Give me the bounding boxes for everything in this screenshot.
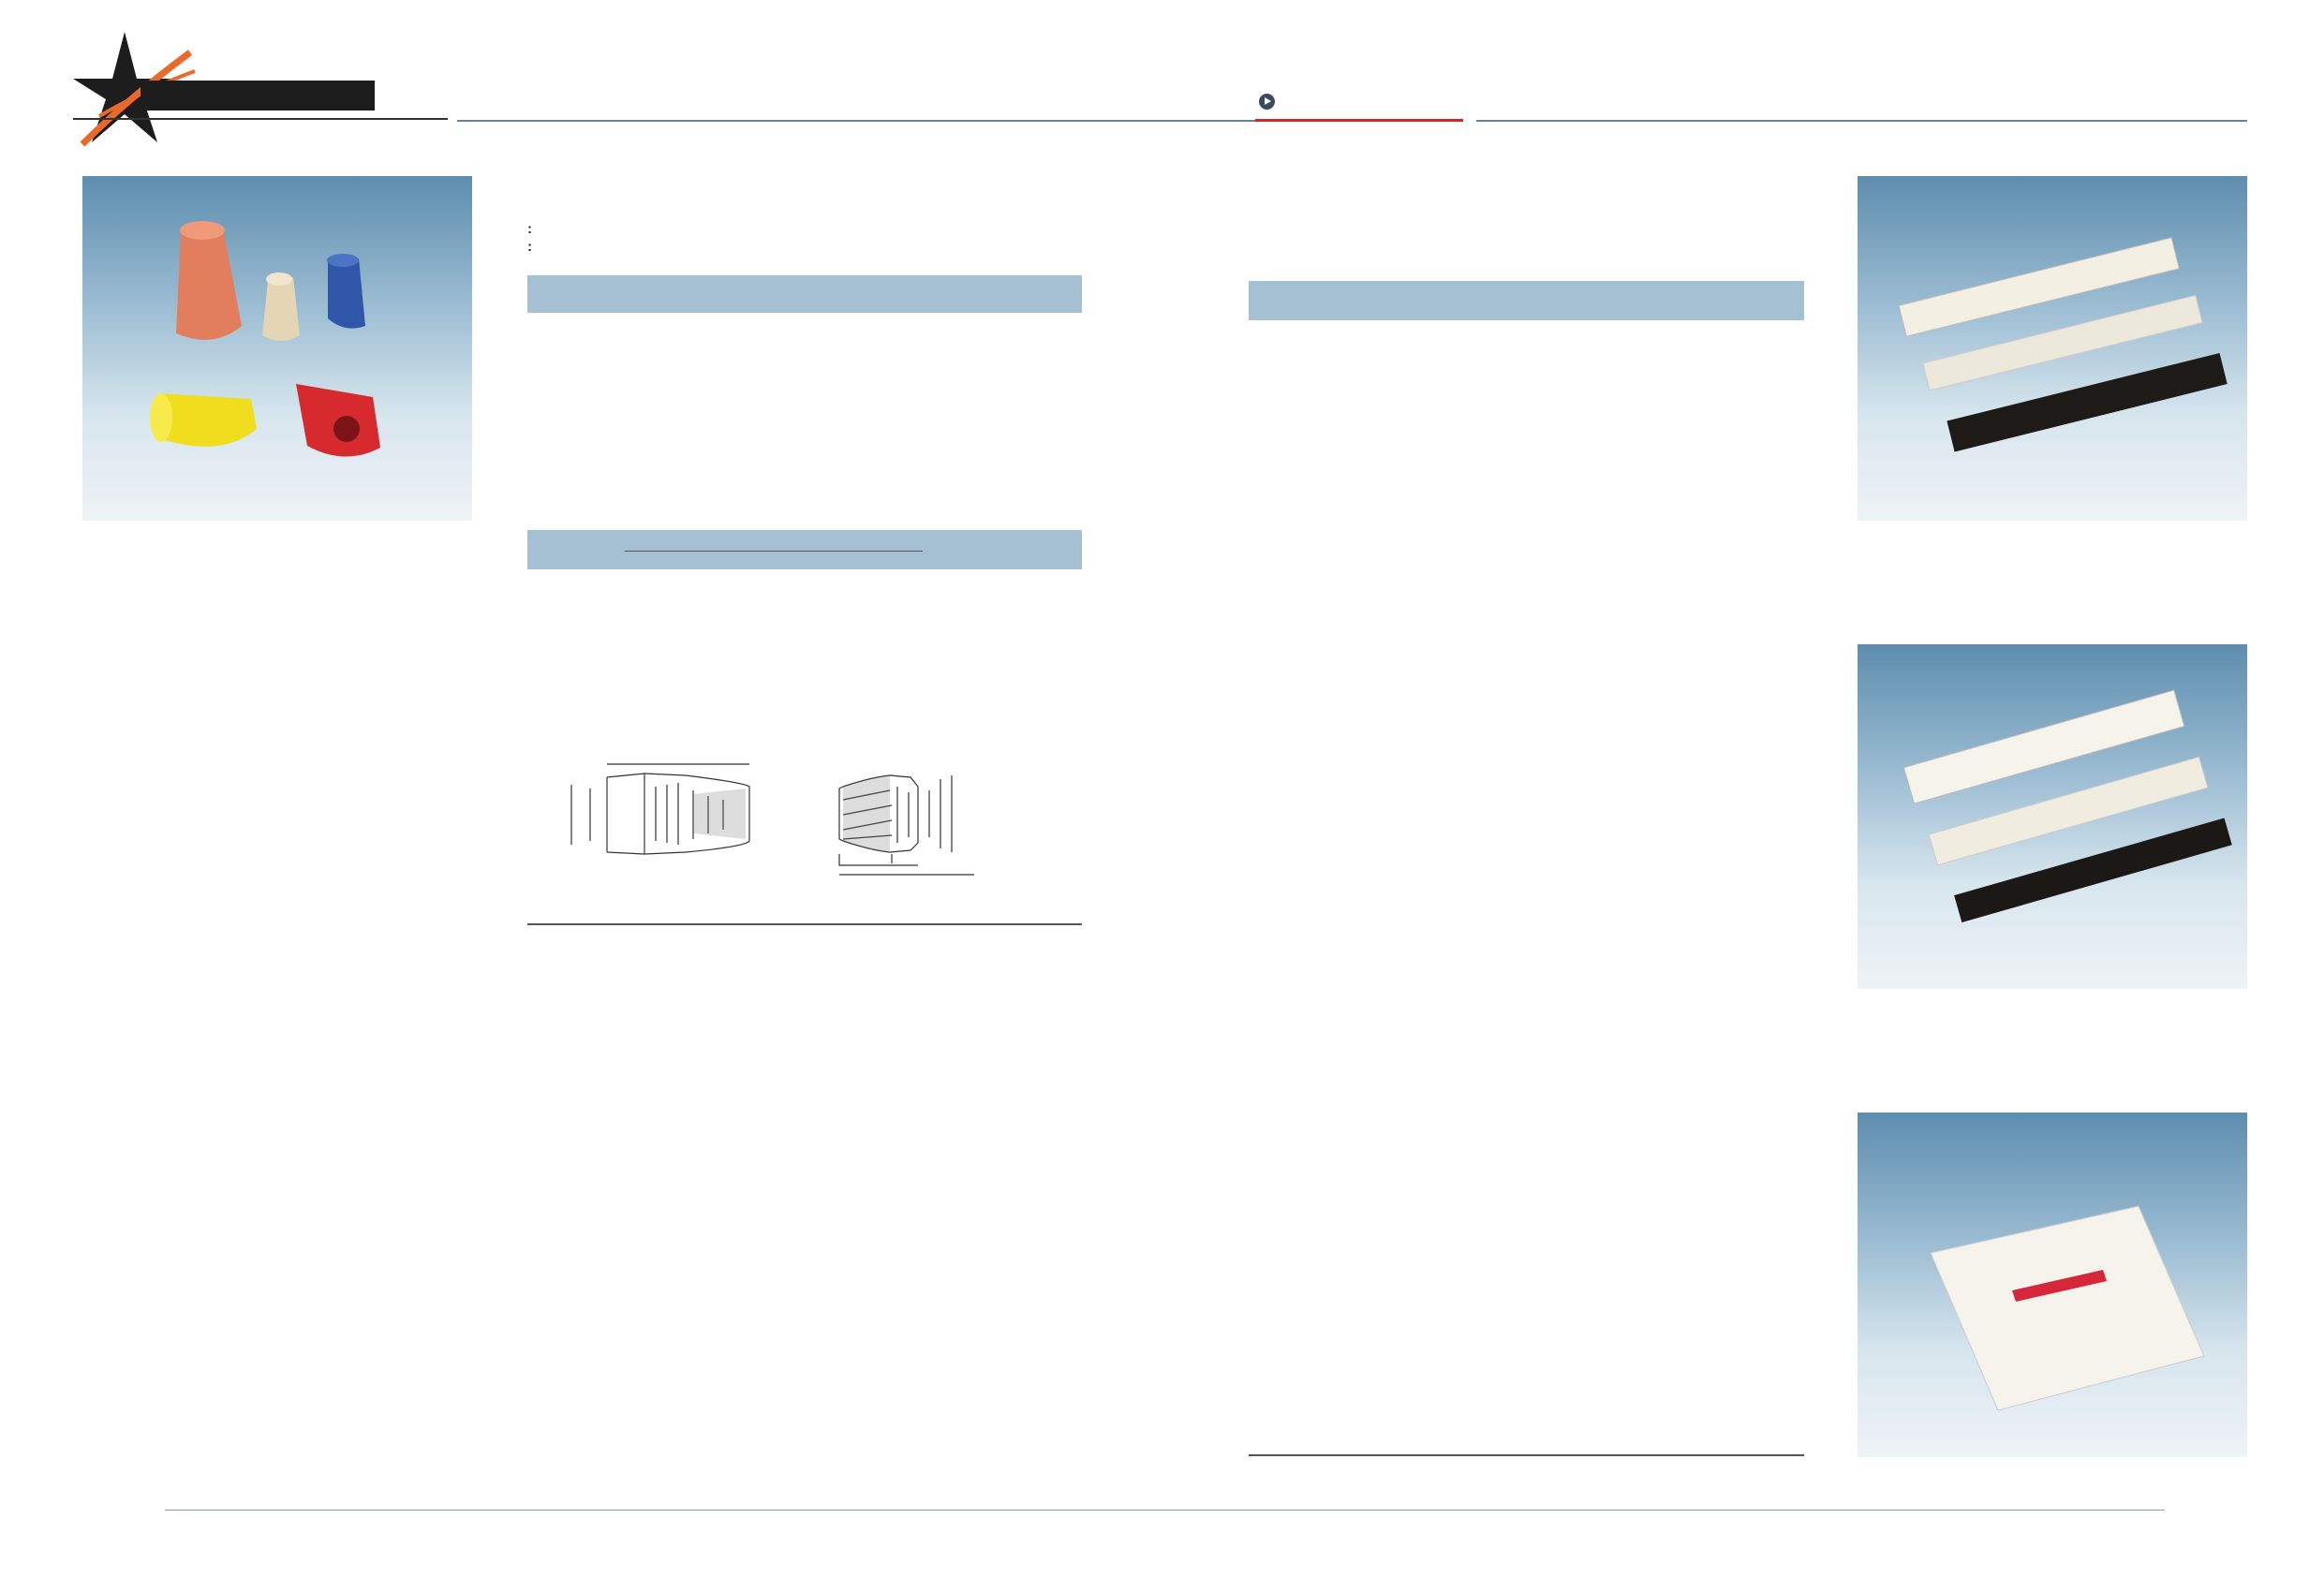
tb-col-a	[1627, 281, 1668, 320]
tb-col-packing	[1706, 281, 1804, 320]
h-type-drawing	[1272, 1024, 1797, 1109]
tb-col-b	[1668, 281, 1706, 320]
cp-col-w	[687, 275, 767, 313]
tb-col-volt	[1449, 281, 1503, 320]
cp-col-wires	[842, 275, 998, 313]
company-logo	[73, 32, 466, 150]
tb-col-l	[1503, 281, 1547, 320]
cp-col-item	[527, 275, 606, 313]
cp-drawing-icon	[562, 749, 1068, 918]
sw-col-item	[527, 530, 625, 569]
wire-connector-drawings	[562, 749, 1068, 918]
tb-col-current	[1249, 281, 1320, 320]
header-rule-right	[1476, 120, 2247, 122]
star-logo-icon	[73, 32, 466, 150]
footer-rule	[165, 1510, 2165, 1511]
tb-col-h	[1584, 281, 1627, 320]
terminal-blocks-table	[1249, 281, 1804, 320]
terminal-block-top-icon	[1260, 744, 1747, 857]
u-type-terminal-icon	[1272, 1292, 1759, 1386]
website-underline	[1255, 119, 1463, 122]
terminal-section-bottom-rule	[1249, 1454, 1804, 1456]
terminal-top-drawing	[1260, 744, 1747, 857]
website-link[interactable]	[1259, 93, 1284, 111]
u-type-drawing	[1272, 1292, 1797, 1386]
wire-section-bottom-rule	[527, 923, 1082, 925]
sw-col-c	[735, 551, 807, 569]
sw-col-d	[807, 551, 853, 569]
sw-col-dimension	[625, 530, 923, 551]
sw-table	[527, 530, 1082, 569]
tb-col-w	[1547, 281, 1584, 320]
cp-table	[527, 275, 1082, 313]
cp-col-color	[998, 275, 1082, 313]
sw-col-a	[625, 551, 677, 569]
h-type-terminal-icon	[1272, 1024, 1759, 1109]
tb-col-pole	[1387, 281, 1449, 320]
cp-col-h	[606, 275, 687, 313]
h-type-photo	[1858, 644, 2247, 989]
terminal-box-photo	[1858, 1113, 2247, 1457]
sw-col-e	[853, 551, 923, 569]
tb-col-cable-size	[1320, 281, 1387, 320]
wire-connectors-description: : :	[527, 221, 533, 255]
header-rule-left	[457, 120, 1255, 122]
sw-col-color	[1003, 530, 1082, 569]
u-type-photo	[1858, 176, 2247, 521]
cp-col-d	[767, 275, 842, 313]
wire-connectors-photo	[82, 176, 472, 521]
sw-col-b	[677, 551, 735, 569]
play-icon	[1259, 94, 1275, 110]
sw-col-awg	[923, 530, 1003, 569]
